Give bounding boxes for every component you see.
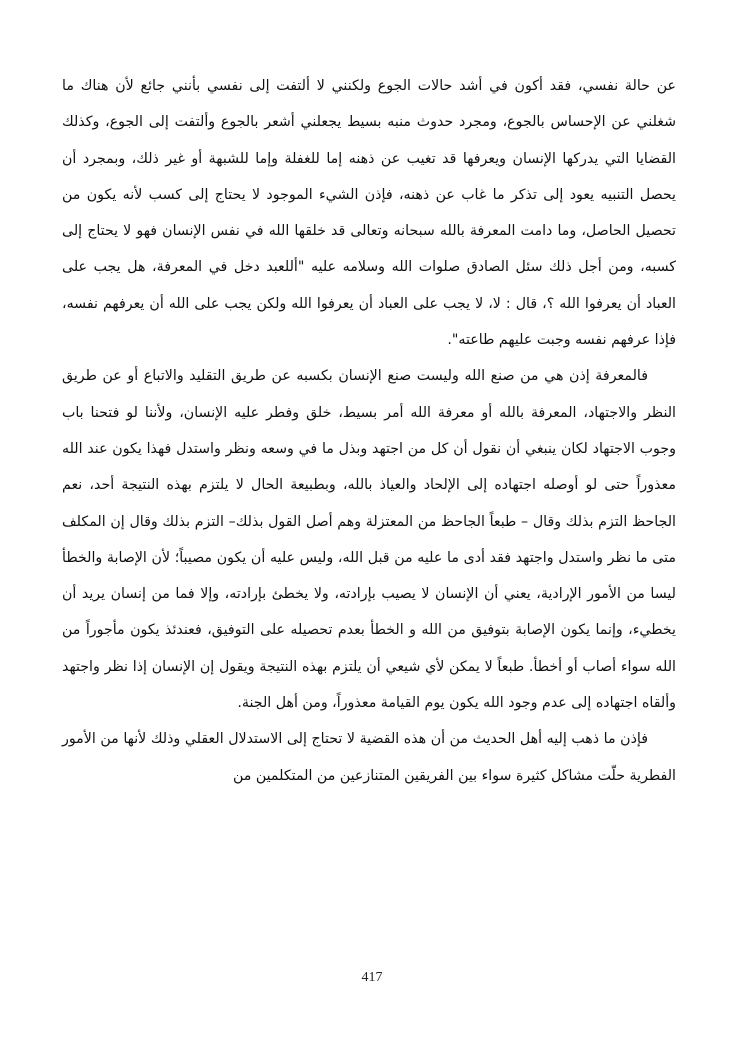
body-text <box>62 68 676 794</box>
paragraph-3: فإذن ما ذهب إليه أهل الحديث من أن هذه القضية لا تحتاج إلى الاستدلال العقلي وذلك لأنها من الأمور الفطرية حلّت مشاكل كثيرة سواء بين الفريقين المتنازعين من المتكلمين من <box>62 731 676 784</box>
page-number: 417 <box>361 970 383 985</box>
paragraph-1: عن حالة نفسي، فقد أكون في أشد حالات الجوع ولكنني لا ألتفت إلى نفسي بأنني جائع لأن هناك ما شغلني عن الإحساس بالجوع، ومجرد حدوث منبه بسيط يجعلني أشعر بالجوع وألتفت إلى الجوع، وكذلك القضايا التي يدركها الإنسان ويعرفها قد تغيب عن ذهنه إما للغفلة وإما للشبهة أو غير ذلك، وبمجرد أن يحصل التنبيه يعود إلى تذكر ما غاب عن ذهنه، فإذن الشيء الموجود لا يحتاج إلى كسب لأنه يكون من تحصيل الحاصل، وما دامت المعرفة بالله سبحانه وتعالى قد خلقها الله في نفس الإنسان فهو لا يحتاج إلى كسبه، ومن أجل ذلك سئل الصادق صلوات الله وسلامه عليه "أللعبد دخل في المعرفة، هل يجب على العباد أن يعرفوا الله ؟، قال : لا، لا يجب على العباد أن يعرفوا الله ولكن يجب على الله أن يعرفهم نفسه، فإذا عرفهم نفسه وجبت عليهم طاعته". <box>62 78 676 349</box>
paragraph-2: فالمعرفة إذن هي من صنع الله وليست صنع الإنسان بكسبه عن طريق التقليد والاتباع أو عن طريق النظر والاجتهاد، المعرفة بالله أو معرفة الله أمر بسيط، خلق وفطر عليه الإنسان، ولأننا لو فتحنا باب وجوب الاجتهاد لكان ينبغي أن نقول أن كل من اجتهد وبذل ما في وسعه ونظر واستدل فهذا يكون عند الله معذوراً حتى لو أوصله اجتهاده إلى الإلحاد والعياذ بالله، وبطبيعة الحال لا يلتزم بهذه النتيجة أحد، نعم الجاحظ التزم بذلك وقال – طبعاً الجاحظ من المعتزلة وهم أصل القول بذلك– التزم بذلك وقال إن المكلف متى ما نظر واستدل واجتهد فقد أدى ما عليه من قبل الله، وليس عليه أن يكون مصيباً؛ لأن الإصابة والخطأ ليسا من الأمور الإرادية، يعني أن الإنسان لا يصيب بإرادته، ولا يخطئ بإرادته، وإلا فما من إنسان يريد أن يخطيء، وإنما يكون الإصابة بتوفيق من الله و الخطأ بعدم تحصيله على التوفيق، فعندئذ يكون مأجوراً من الله سواء أصاب أو أخطأ. طبعاً لا يمكن لأي شيعي أن يلتزم بهذه النتيجة ويقول إن الإنسان إذا نظر واجتهد وألقاه اجتهاده إلى عدم وجود الله يكون يوم القيامة معذوراً، ومن أهل الجنة. <box>62 368 676 712</box>
